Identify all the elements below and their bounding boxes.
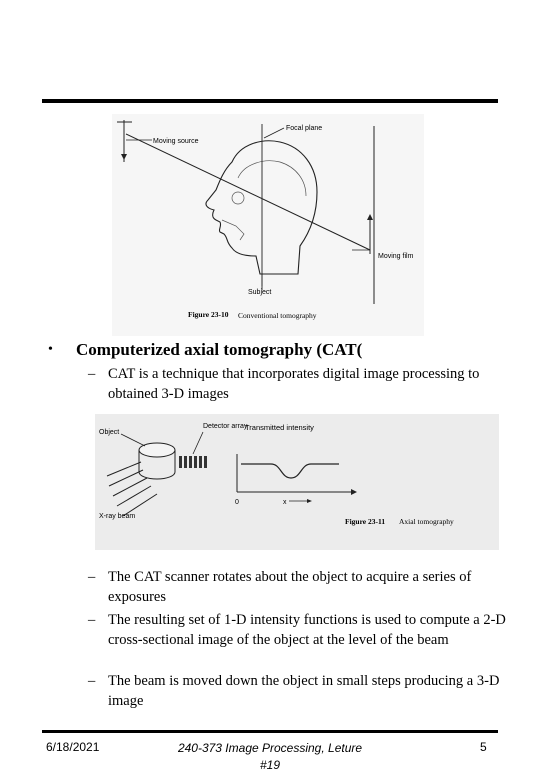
sub-bullet-text: The CAT scanner rotates about the object to acquire a series of exposures [108,569,472,605]
intensity-label: Transmitted intensity [245,423,314,432]
figure1-caption-number: Figure 23-10 [188,310,229,319]
page-number: 5 [480,740,487,754]
moving-film-label: Moving film [378,253,414,260]
top-rule [42,99,498,103]
footer-course: 240-373 Image Processing, Leture #19 [177,741,363,772]
xray-label: X-ray beam [99,513,136,520]
bottom-rule [42,730,498,733]
bullet-marker: • [48,342,53,357]
sub-bullet-marker: – [88,612,96,628]
tomography-diagram [112,114,424,336]
figure2-caption-number: Figure 23-11 [345,517,386,526]
axial-diagram [95,414,499,550]
object-label: Object [99,429,120,436]
sub-bullet-text: CAT is a technique that incorporates digital image processing to obtained 3-D images [108,366,480,402]
sub-bullet-marker: – [88,366,96,382]
axis-x-label: x [283,499,287,506]
figure1-caption-text: Conventional tomography [238,311,317,320]
figure2-caption-text: Axial tomography [399,517,454,526]
footer-date: 6/18/2021 [46,740,100,754]
conventional-tomography-figure [112,114,424,336]
sub-bullet-text: The resulting set of 1-D intensity functions is used to compute a 2-D cross-sectional image of the object at the level of the beam [108,612,506,648]
moving-source-label: Moving source [153,138,199,145]
sub-bullet-marker: – [88,569,96,585]
detector-label: Detector array [203,423,248,430]
sub-bullet-text: The beam is moved down the object in small steps producing a 3-D image [108,673,500,709]
axial-tomography-figure [95,414,499,550]
sub-bullet-marker: – [88,673,96,689]
focal-plane-label: Focal plane [286,125,323,132]
subject-label: Subject [248,289,272,296]
main-bullet-text: Computerized axial tomography (CAT( [76,340,363,359]
axis-zero-label: 0 [235,499,239,506]
